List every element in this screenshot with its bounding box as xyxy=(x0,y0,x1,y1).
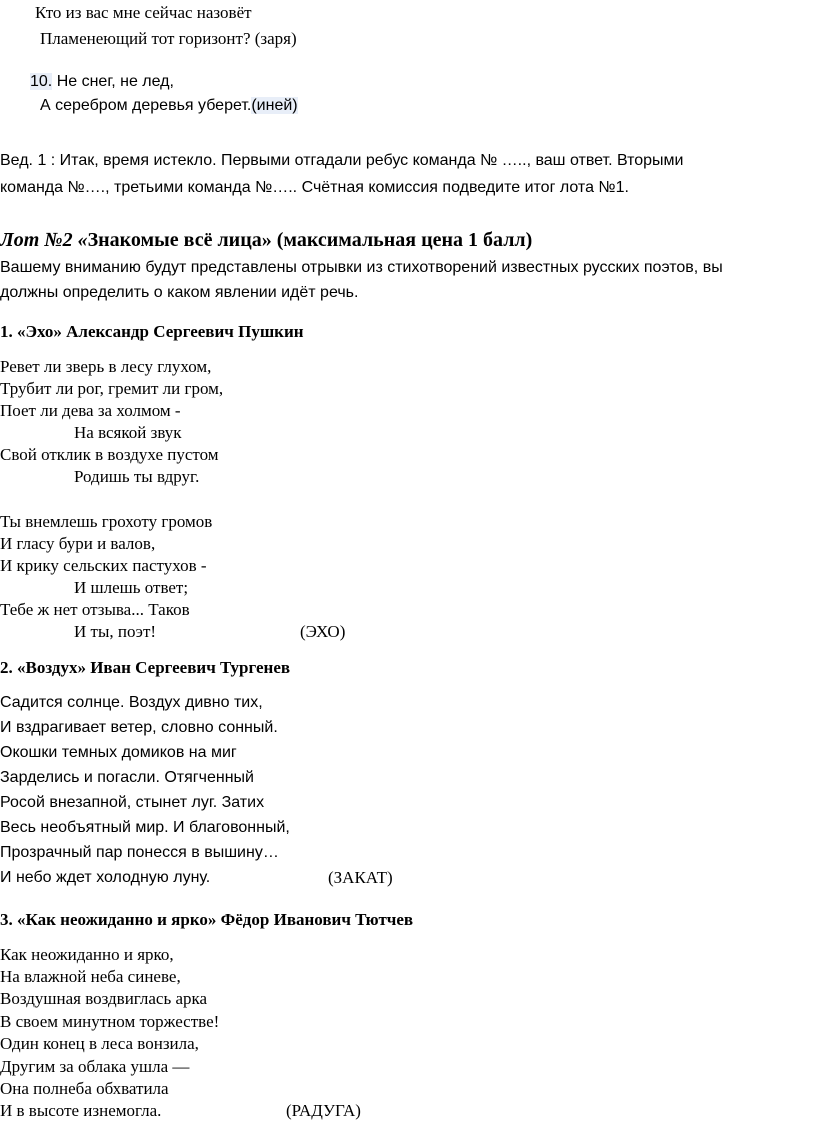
poem-line: Один конец в леса вонзила, xyxy=(0,1034,199,1053)
lot-title-rest: Знакомые всё лица» (максимальная цена 1 балл) xyxy=(87,229,533,251)
riddle-10-line2 xyxy=(40,96,298,116)
poem-line: И в высоте изнемогла. xyxy=(0,1101,162,1120)
poem-line: И ты, поэт! xyxy=(74,622,157,641)
host-remark-line: команда №…., третьими команда №….. Счётная комиссия подведите итог лота №1. xyxy=(0,179,629,196)
poem-line: Тебе ж нет отзыва... Таков xyxy=(0,600,190,619)
poem-line: Садится солнце. Воздух дивно тих, xyxy=(0,694,263,711)
poem-line: В своем минутном торжестве! xyxy=(0,1012,220,1031)
riddle-text: Не снег, не лед, xyxy=(52,73,174,90)
poem-heading: 1. «Эхо» Александр Сергеевич Пушкин xyxy=(0,322,304,341)
poem-answer: (РАДУГА) xyxy=(286,1101,361,1120)
poem-line: Росой внезапной, стынет луг. Затих xyxy=(0,794,265,811)
poem-line: Другим за облака ушла — xyxy=(0,1057,190,1076)
poem-line: Ты внемлешь грохоту громов xyxy=(0,512,213,531)
poem-line: И вздрагивает ветер, словно сонный. xyxy=(0,719,278,736)
lot-intro-line: должны определить о каком явлении идёт речь. xyxy=(0,284,359,301)
poem-heading: 3. «Как неожиданно и ярко» Фёдор Иванович Тютчев xyxy=(0,910,414,929)
lot-title-italic: Лот №2 « xyxy=(0,229,88,251)
host-remark-line: Вед. 1 : Итак, время истекло. Первыми отгадали ребус команда № ….., ваш ответ. Вторыми xyxy=(0,152,684,169)
poem-line: Весь необъятный мир. И благовонный, xyxy=(0,819,290,836)
riddle-text: А серебром деревья уберет. xyxy=(40,97,252,114)
riddle-10-line1 xyxy=(30,72,174,92)
poem-answer: (ЭХО) xyxy=(300,622,346,641)
poem-line: Ревет ли зверь в лесу глухом, xyxy=(0,357,212,376)
poem-heading: 2. «Воздух» Иван Сергеевич Тургенев xyxy=(0,658,291,677)
lot-intro-line: Вашему вниманию будут представлены отрывки из стихотворений известных русских поэтов, вы xyxy=(0,259,723,276)
poem-line: И шлешь ответ; xyxy=(74,578,189,597)
riddle-line: Кто из вас мне сейчас назовёт xyxy=(35,3,252,22)
poem-line: И небо ждет холодную луну. xyxy=(0,869,211,886)
poem-line: Прозрачный пар понесся в вышину… xyxy=(0,844,279,861)
poem-line: И крику сельских пастухов - xyxy=(0,556,207,575)
riddle-number: 10. xyxy=(30,73,53,90)
poem-line: И гласу бури и валов, xyxy=(0,534,156,553)
poem-line: Как неожиданно и ярко, xyxy=(0,945,174,964)
poem-line: Поет ли дева за холмом - xyxy=(0,401,181,420)
poem-line: Свой отклик в воздухе пустом xyxy=(0,445,219,464)
poem-line: Зарделись и погасли. Отягченный xyxy=(0,769,254,786)
riddle-line: Пламенеющий тот горизонт? (заря) xyxy=(40,29,297,48)
poem-line: На влажной неба синеве, xyxy=(0,967,181,986)
poem-line: На всякой звук xyxy=(74,423,182,442)
poem-line: Она полнеба обхватила xyxy=(0,1079,169,1098)
riddle-answer: (иней) xyxy=(251,97,298,114)
poem-line: Трубит ли рог, гремит ли гром, xyxy=(0,379,224,398)
lot-title xyxy=(0,228,532,252)
poem-line: Родишь ты вдруг. xyxy=(74,467,200,486)
poem-line: Воздушная воздвиглась арка xyxy=(0,989,208,1008)
poem-line: Окошки темных домиков на миг xyxy=(0,744,237,761)
poem-answer: (ЗАКАТ) xyxy=(328,868,393,887)
